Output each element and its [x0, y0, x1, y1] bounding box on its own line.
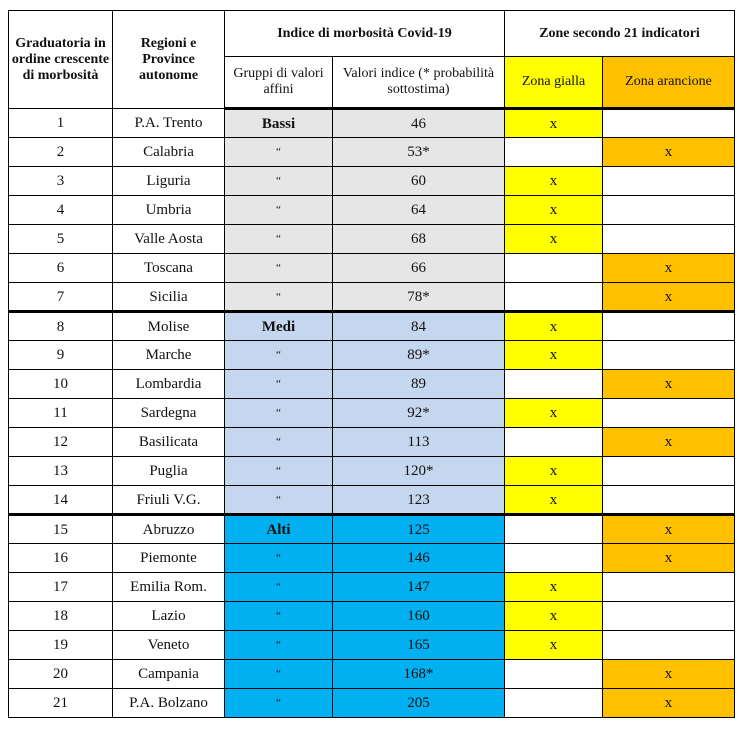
table-row	[9, 660, 735, 689]
region-cell: Valle Aosta	[113, 225, 225, 254]
group-cell: “	[225, 167, 333, 196]
zona-arancione-cell	[603, 602, 735, 631]
region-cell: Molise	[113, 312, 225, 341]
region-cell: Piemonte	[113, 544, 225, 573]
groups-column-header: Gruppi di valori affini	[225, 57, 333, 109]
rank-cell: 1	[9, 109, 113, 138]
group-cell: “	[225, 341, 333, 370]
zona-gialla-cell: x	[505, 312, 603, 341]
region-cell: Sardegna	[113, 399, 225, 428]
group-cell: “	[225, 196, 333, 225]
zona-gialla-cell: x	[505, 225, 603, 254]
rank-cell: 13	[9, 457, 113, 486]
zona-arancione-cell	[603, 225, 735, 254]
zona-gialla-cell: x	[505, 399, 603, 428]
rank-cell: 21	[9, 689, 113, 718]
region-cell: Toscana	[113, 254, 225, 283]
table-row	[9, 457, 735, 486]
rank-cell: 8	[9, 312, 113, 341]
table-row	[9, 515, 735, 544]
zona-arancione-cell: x	[603, 138, 735, 167]
zona-arancione-cell: x	[603, 254, 735, 283]
rank-column-header: Graduatoria in ordine crescente di morbosità	[9, 11, 113, 109]
rank-cell: 15	[9, 515, 113, 544]
rank-cell: 14	[9, 486, 113, 515]
table-row	[9, 631, 735, 660]
zona-arancione-cell	[603, 457, 735, 486]
zona-gialla-cell: x	[505, 196, 603, 225]
table-row	[9, 689, 735, 718]
zona-gialla-cell	[505, 544, 603, 573]
value-cell: 89	[333, 370, 505, 399]
group-cell: “	[225, 573, 333, 602]
rank-cell: 2	[9, 138, 113, 167]
group-cell: Medi	[225, 312, 333, 341]
group-cell: “	[225, 602, 333, 631]
value-cell: 146	[333, 544, 505, 573]
zona-gialla-cell: x	[505, 457, 603, 486]
zona-arancione-cell	[603, 167, 735, 196]
region-cell: Emilia Rom.	[113, 573, 225, 602]
zona-gialla-cell	[505, 370, 603, 399]
zona-arancione-cell	[603, 399, 735, 428]
table-body	[9, 109, 735, 718]
zona-arancione-cell: x	[603, 544, 735, 573]
group-cell: “	[225, 660, 333, 689]
group-cell: “	[225, 689, 333, 718]
group-cell: “	[225, 283, 333, 312]
zona-gialla-cell	[505, 428, 603, 457]
rank-cell: 17	[9, 573, 113, 602]
zona-arancione-cell: x	[603, 370, 735, 399]
region-cell: P.A. Trento	[113, 109, 225, 138]
value-cell: 46	[333, 109, 505, 138]
region-cell: Friuli V.G.	[113, 486, 225, 515]
group-cell: “	[225, 225, 333, 254]
region-cell: Umbria	[113, 196, 225, 225]
rank-cell: 3	[9, 167, 113, 196]
zona-arancione-cell: x	[603, 660, 735, 689]
value-cell: 66	[333, 254, 505, 283]
value-cell: 165	[333, 631, 505, 660]
value-cell: 64	[333, 196, 505, 225]
table-row	[9, 167, 735, 196]
zona-arancione-cell: x	[603, 515, 735, 544]
value-cell: 125	[333, 515, 505, 544]
table-row	[9, 225, 735, 254]
value-cell: 123	[333, 486, 505, 515]
rank-cell: 16	[9, 544, 113, 573]
value-cell: 168*	[333, 660, 505, 689]
group-cell: “	[225, 399, 333, 428]
rank-cell: 9	[9, 341, 113, 370]
zona-arancione-cell	[603, 486, 735, 515]
zona-gialla-header: Zona gialla	[505, 57, 603, 109]
zona-gialla-cell	[505, 689, 603, 718]
group-cell: “	[225, 254, 333, 283]
value-cell: 205	[333, 689, 505, 718]
rank-cell: 6	[9, 254, 113, 283]
value-cell: 68	[333, 225, 505, 254]
zona-gialla-cell: x	[505, 167, 603, 196]
zona-arancione-cell: x	[603, 428, 735, 457]
zona-arancione-cell	[603, 341, 735, 370]
value-cell: 84	[333, 312, 505, 341]
rank-cell: 20	[9, 660, 113, 689]
group-cell: “	[225, 370, 333, 399]
zona-gialla-cell: x	[505, 486, 603, 515]
zona-gialla-cell: x	[505, 631, 603, 660]
value-cell: 113	[333, 428, 505, 457]
zona-arancione-cell	[603, 109, 735, 138]
rank-cell: 11	[9, 399, 113, 428]
table-row	[9, 138, 735, 167]
zones-group-header: Zone secondo 21 indicatori	[505, 11, 735, 57]
value-cell: 160	[333, 602, 505, 631]
table-row	[9, 486, 735, 515]
zona-gialla-cell	[505, 283, 603, 312]
value-cell: 120*	[333, 457, 505, 486]
region-cell: Lazio	[113, 602, 225, 631]
zona-arancione-cell	[603, 631, 735, 660]
zona-arancione-header: Zona arancione	[603, 57, 735, 109]
value-cell: 92*	[333, 399, 505, 428]
zona-gialla-cell	[505, 660, 603, 689]
morbidity-table	[8, 10, 735, 718]
zona-gialla-cell: x	[505, 109, 603, 138]
table-row	[9, 341, 735, 370]
zona-arancione-cell	[603, 196, 735, 225]
region-cell: Marche	[113, 341, 225, 370]
table-row	[9, 109, 735, 138]
region-cell: Veneto	[113, 631, 225, 660]
value-cell: 78*	[333, 283, 505, 312]
group-cell: “	[225, 631, 333, 660]
region-cell: Puglia	[113, 457, 225, 486]
zona-gialla-cell	[505, 138, 603, 167]
values-column-header: Valori indice (* probabilità sottostima)	[333, 57, 505, 109]
table-row	[9, 283, 735, 312]
rank-cell: 5	[9, 225, 113, 254]
value-cell: 53*	[333, 138, 505, 167]
region-cell: Calabria	[113, 138, 225, 167]
rank-cell: 7	[9, 283, 113, 312]
value-cell: 89*	[333, 341, 505, 370]
rank-cell: 4	[9, 196, 113, 225]
group-cell: “	[225, 138, 333, 167]
region-cell: Sicilia	[113, 283, 225, 312]
value-cell: 147	[333, 573, 505, 602]
zona-gialla-cell: x	[505, 341, 603, 370]
table-row	[9, 428, 735, 457]
table-row	[9, 602, 735, 631]
table-row	[9, 196, 735, 225]
group-cell: “	[225, 544, 333, 573]
zona-arancione-cell: x	[603, 689, 735, 718]
region-cell: Lombardia	[113, 370, 225, 399]
table-row	[9, 544, 735, 573]
rank-cell: 10	[9, 370, 113, 399]
region-cell: Basilicata	[113, 428, 225, 457]
table-row	[9, 254, 735, 283]
group-cell: Alti	[225, 515, 333, 544]
region-column-header: Regioni e Province autonome	[113, 11, 225, 109]
table-row	[9, 312, 735, 341]
zona-arancione-cell	[603, 312, 735, 341]
region-cell: Liguria	[113, 167, 225, 196]
table-row	[9, 399, 735, 428]
group-cell: “	[225, 457, 333, 486]
table-row	[9, 370, 735, 399]
group-cell: “	[225, 428, 333, 457]
rank-cell: 12	[9, 428, 113, 457]
zona-gialla-cell	[505, 254, 603, 283]
table-row	[9, 573, 735, 602]
rank-cell: 18	[9, 602, 113, 631]
value-cell: 60	[333, 167, 505, 196]
zona-gialla-cell: x	[505, 573, 603, 602]
group-cell: “	[225, 486, 333, 515]
region-cell: Abruzzo	[113, 515, 225, 544]
group-cell: Bassi	[225, 109, 333, 138]
zona-arancione-cell	[603, 573, 735, 602]
zona-gialla-cell: x	[505, 602, 603, 631]
zona-arancione-cell: x	[603, 283, 735, 312]
zona-gialla-cell	[505, 515, 603, 544]
rank-cell: 19	[9, 631, 113, 660]
region-cell: Campania	[113, 660, 225, 689]
index-group-header: Indice di morbosità Covid-19	[225, 11, 505, 57]
region-cell: P.A. Bolzano	[113, 689, 225, 718]
